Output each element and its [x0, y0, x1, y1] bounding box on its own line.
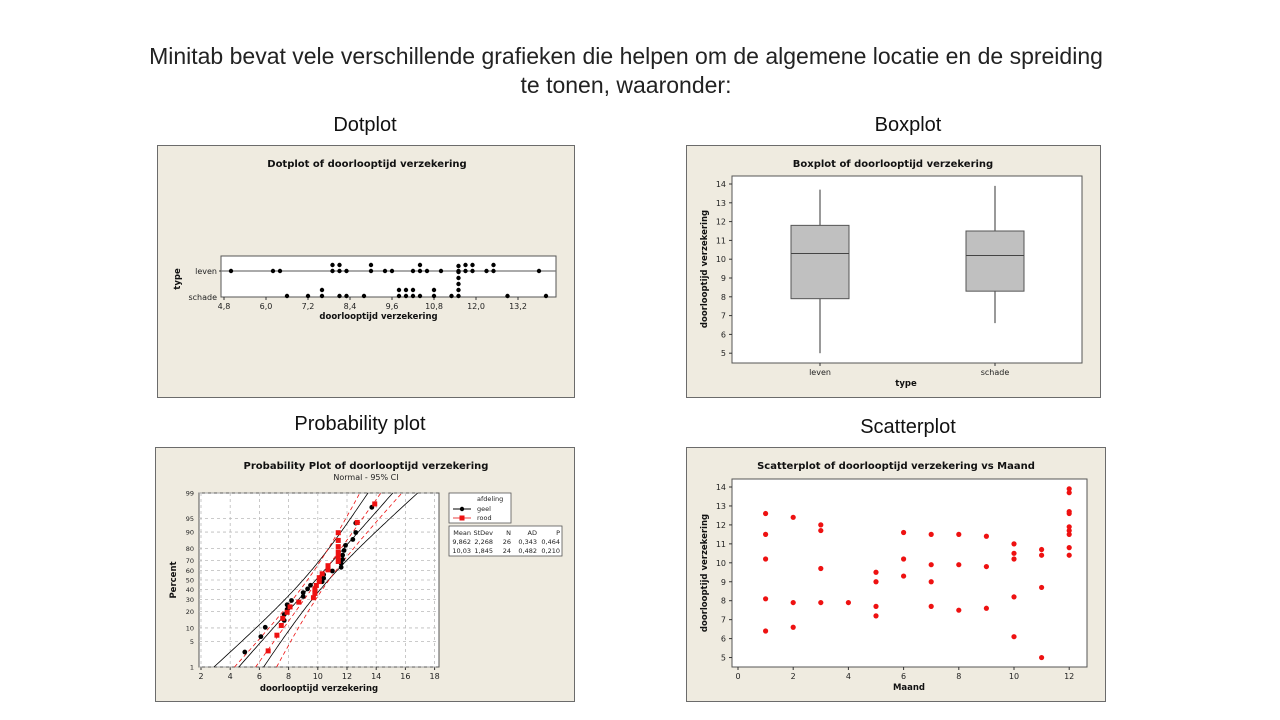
x-axis-label: type	[895, 379, 917, 389]
dot	[449, 294, 453, 298]
scatter-point	[1067, 490, 1072, 495]
legend-label-rood: rood	[477, 514, 492, 522]
scatter-point	[1067, 532, 1072, 537]
headline-line-2: te tonen, waaronder:	[520, 72, 732, 98]
dot	[285, 294, 289, 298]
dot	[271, 269, 275, 273]
x-tick-label: 13,2	[509, 302, 527, 311]
scatter-point	[873, 604, 878, 609]
dot	[306, 294, 310, 298]
dot	[337, 263, 341, 267]
point-rood	[288, 604, 293, 609]
dot	[369, 269, 373, 273]
y-tick-label: 30	[185, 596, 194, 605]
point-geel	[350, 537, 355, 542]
plot-area	[221, 256, 556, 297]
stats-header: AD	[527, 529, 537, 537]
scatter-point	[1011, 634, 1016, 639]
plot-area	[732, 479, 1087, 667]
dot	[456, 270, 460, 274]
y-tick-label: 7	[720, 615, 726, 625]
x-tick-label: 4,8	[217, 302, 231, 311]
x-tick-label: 2	[198, 672, 204, 681]
y-tick-label: 99	[185, 489, 194, 498]
scatter-point	[1011, 551, 1016, 556]
scatter-point	[1011, 541, 1016, 546]
point-geel	[340, 557, 345, 562]
scatter-point	[1039, 553, 1044, 558]
y-tick-label: 6	[720, 330, 726, 340]
scatter-point	[1039, 585, 1044, 590]
y-tick-schade: schade	[188, 293, 217, 302]
legend-marker-geel	[460, 507, 464, 511]
x-tick-label: 6,0	[259, 302, 273, 311]
x-tick-label: 12	[1064, 672, 1075, 681]
scatter-point	[929, 532, 934, 537]
point-geel	[342, 548, 347, 553]
headline-line-1: Minitab bevat vele verschillende grafieken die helpen om de algemene locatie en de spreiding	[149, 43, 1103, 69]
scatter-point	[873, 613, 878, 618]
chart-title: Scatterplot of doorlooptijd verzekering vs Maand	[757, 461, 1035, 472]
dot	[362, 294, 366, 298]
scatter-point	[763, 532, 768, 537]
dot	[470, 269, 474, 273]
dot	[344, 294, 348, 298]
y-tick-label: 50	[185, 576, 194, 585]
y-tick-label: 5	[189, 638, 194, 647]
x-tick-label: 10,8	[425, 302, 443, 311]
point-rood	[266, 648, 271, 653]
chart-subtitle: Normal - 95% CI	[333, 473, 399, 482]
dot	[418, 263, 422, 267]
scatter-point	[1039, 655, 1044, 660]
point-rood	[355, 520, 360, 525]
y-tick-label: 12	[715, 520, 726, 530]
scatter-point	[1067, 511, 1072, 516]
scatter-point	[1039, 547, 1044, 552]
point-geel	[330, 569, 335, 574]
scatter-point	[956, 562, 961, 567]
dot	[491, 263, 495, 267]
dot	[390, 269, 394, 273]
y-tick-label: 1	[189, 663, 194, 672]
stats-header: Mean	[453, 529, 471, 537]
point-geel	[340, 553, 345, 558]
x-tick-label: 14	[371, 672, 382, 681]
dot	[544, 294, 548, 298]
probability-plot-panel	[155, 447, 575, 702]
scatter-point	[929, 562, 934, 567]
y-tick-label: 14	[715, 180, 726, 189]
dot	[337, 269, 341, 273]
dot	[337, 294, 341, 298]
legend-title: afdeling	[477, 495, 504, 503]
point-rood	[311, 595, 316, 600]
legend-marker-rood	[460, 516, 465, 521]
scatter-point	[873, 570, 878, 575]
x-tick-label: 12,0	[467, 302, 485, 311]
point-geel	[353, 530, 358, 535]
boxplot-chart	[687, 146, 1102, 399]
stats-cell: 0,210	[541, 547, 560, 555]
caption-probability: Probability plot	[294, 413, 426, 435]
chart-title: Probability Plot of doorlooptijd verzekering	[243, 461, 489, 472]
y-tick-label: 20	[185, 607, 194, 616]
x-tick-label: 9,6	[385, 302, 399, 311]
scatter-point	[901, 573, 906, 578]
caption-scatterplot: Scatterplot	[860, 416, 956, 438]
plot-area	[732, 176, 1082, 363]
dot	[432, 288, 436, 292]
scatter-point	[984, 564, 989, 569]
scatter-point	[1011, 594, 1016, 599]
scatter-point	[1011, 556, 1016, 561]
scatter-point	[763, 556, 768, 561]
dot	[404, 294, 408, 298]
dot	[404, 288, 408, 292]
scatter-point	[929, 604, 934, 609]
stats-cell: 0,482	[518, 547, 537, 555]
dot	[484, 269, 488, 273]
y-axis-label: doorlooptijd verzekering	[700, 209, 710, 329]
dot	[411, 294, 415, 298]
dot	[320, 288, 324, 292]
x-tick-label: leven	[809, 368, 831, 377]
x-tick-label: 7,2	[301, 302, 315, 311]
dot	[456, 294, 460, 298]
dot	[470, 263, 474, 267]
dot	[278, 269, 282, 273]
y-tick-label: 6	[720, 634, 726, 644]
dot	[432, 294, 436, 298]
point-rood	[320, 571, 325, 576]
scatterplot-chart	[687, 448, 1107, 703]
y-tick-label: 90	[185, 528, 194, 537]
point-rood	[336, 549, 341, 554]
point-rood	[296, 600, 301, 605]
point-geel	[289, 598, 294, 603]
dot	[330, 263, 334, 267]
point-geel	[343, 543, 348, 548]
point-geel	[263, 625, 268, 630]
stats-cell: 26	[502, 538, 511, 546]
scatter-point	[901, 556, 906, 561]
stats-cell: 10,03	[452, 547, 471, 555]
y-axis-label: Percent	[169, 561, 179, 599]
x-axis-label: Maand	[892, 683, 926, 693]
slide-headline	[100, 42, 1152, 100]
dotplot-panel	[157, 145, 575, 398]
dot	[439, 269, 443, 273]
point-geel	[258, 634, 263, 639]
scatter-point	[1067, 545, 1072, 550]
x-tick-label: 4	[227, 672, 233, 681]
point-rood	[372, 501, 377, 506]
dot	[491, 269, 495, 273]
box-leven	[791, 225, 849, 298]
y-tick-label: 40	[185, 585, 194, 594]
y-tick-label: 10	[715, 255, 726, 265]
x-tick-label: 4	[845, 672, 851, 681]
x-tick-label: 6	[256, 672, 262, 681]
x-tick-label: 8	[286, 672, 292, 681]
point-rood	[336, 559, 341, 564]
y-tick-label: 11	[715, 539, 726, 549]
y-tick-label: 9	[720, 577, 726, 587]
dotplot-chart	[158, 146, 576, 399]
y-tick-label: 95	[185, 514, 194, 523]
scatter-point	[901, 530, 906, 535]
scatter-point	[956, 532, 961, 537]
stats-cell: 9,862	[452, 538, 471, 546]
y-axis-label: doorlooptijd verzekering	[700, 513, 710, 633]
point-rood	[336, 544, 341, 549]
y-axis-label: type	[173, 268, 183, 290]
scatter-point	[763, 511, 768, 516]
probability-plot-chart	[156, 448, 576, 703]
point-rood	[336, 538, 341, 543]
dot	[330, 269, 334, 273]
y-tick-leven: leven	[195, 267, 217, 276]
y-tick-label: 9	[720, 274, 726, 283]
y-tick-label: 13	[715, 198, 726, 208]
caption-boxplot: Boxplot	[874, 114, 942, 136]
x-tick-label: 10	[312, 672, 323, 681]
dot	[344, 269, 348, 273]
dot	[397, 288, 401, 292]
stats-header: N	[506, 529, 511, 537]
y-tick-label: 10	[715, 558, 726, 568]
dot	[456, 276, 460, 280]
scatterplot-panel	[686, 447, 1106, 702]
y-tick-label: 7	[720, 311, 726, 321]
y-tick-label: 10	[185, 624, 194, 633]
point-geel	[308, 583, 313, 588]
caption-dotplot: Dotplot	[333, 114, 397, 136]
scatter-point	[791, 515, 796, 520]
scatter-point	[956, 608, 961, 613]
dot	[229, 269, 233, 273]
dot	[463, 263, 467, 267]
dot	[383, 269, 387, 273]
scatter-point	[929, 579, 934, 584]
dot	[463, 269, 467, 273]
point-geel	[242, 650, 247, 655]
dot	[411, 288, 415, 292]
dot	[456, 282, 460, 286]
x-tick-label: 16	[400, 672, 411, 681]
point-rood	[336, 554, 341, 559]
scatter-point	[846, 600, 851, 605]
box-schade	[966, 231, 1024, 291]
scatter-point	[763, 596, 768, 601]
dot	[369, 263, 373, 267]
stats-cell: 0,343	[518, 538, 537, 546]
stats-header: P	[556, 529, 560, 537]
stats-cell: 1,845	[474, 547, 493, 555]
x-tick-label: 8	[956, 672, 962, 681]
x-tick-label: 6	[901, 672, 907, 681]
x-tick-label: 2	[790, 672, 796, 681]
y-tick-label: 5	[720, 349, 726, 359]
stats-cell: 2,268	[474, 538, 493, 546]
scatter-point	[984, 606, 989, 611]
dot	[456, 288, 460, 292]
dot	[505, 294, 509, 298]
scatter-point	[1067, 553, 1072, 558]
stats-cell: 24	[502, 547, 511, 555]
chart-title: Dotplot of doorlooptijd verzekering	[267, 159, 467, 170]
x-axis-label: doorlooptijd verzekering	[259, 684, 379, 694]
point-rood	[280, 616, 285, 621]
boxplot-panel	[686, 145, 1101, 398]
dot	[418, 294, 422, 298]
scatter-point	[818, 528, 823, 533]
dot	[425, 269, 429, 273]
y-tick-label: 80	[185, 545, 194, 554]
y-tick-label: 13	[715, 501, 726, 511]
x-tick-label: 8,4	[343, 302, 357, 311]
dot	[320, 294, 324, 298]
scatter-point	[984, 534, 989, 539]
legend-label-geel: geel	[477, 505, 491, 513]
dot	[418, 269, 422, 273]
x-axis-label: doorlooptijd verzekering	[319, 312, 438, 322]
point-rood	[326, 563, 331, 568]
y-tick-label: 70	[185, 556, 194, 565]
scatter-point	[791, 600, 796, 605]
x-tick-label: schade	[980, 368, 1010, 377]
scatter-point	[763, 628, 768, 633]
dot	[456, 264, 460, 268]
scatter-point	[818, 600, 823, 605]
dot	[397, 294, 401, 298]
scatter-point	[818, 566, 823, 571]
dot	[537, 269, 541, 273]
chart-title: Boxplot of doorlooptijd verzekering	[792, 159, 994, 170]
scatter-point	[818, 522, 823, 527]
point-rood	[279, 623, 284, 628]
stats-cell: 0,464	[541, 538, 560, 546]
scatter-point	[873, 579, 878, 584]
y-tick-label: 8	[720, 292, 726, 302]
x-tick-label: 10	[1008, 672, 1020, 681]
y-tick-label: 11	[715, 236, 726, 246]
point-rood	[285, 610, 290, 615]
x-tick-label: 18	[429, 672, 440, 681]
y-tick-label: 5	[720, 653, 726, 663]
point-rood	[336, 530, 341, 535]
scatter-point	[791, 625, 796, 630]
dot	[411, 269, 415, 273]
x-tick-label: 0	[735, 672, 741, 681]
y-tick-label: 14	[715, 483, 726, 492]
point-rood	[274, 633, 279, 638]
stats-header: StDev	[473, 529, 493, 537]
y-tick-label: 12	[715, 217, 726, 227]
y-tick-label: 8	[720, 596, 726, 606]
point-geel	[301, 590, 306, 595]
x-tick-label: 12	[341, 672, 353, 681]
y-tick-label: 60	[185, 567, 194, 576]
